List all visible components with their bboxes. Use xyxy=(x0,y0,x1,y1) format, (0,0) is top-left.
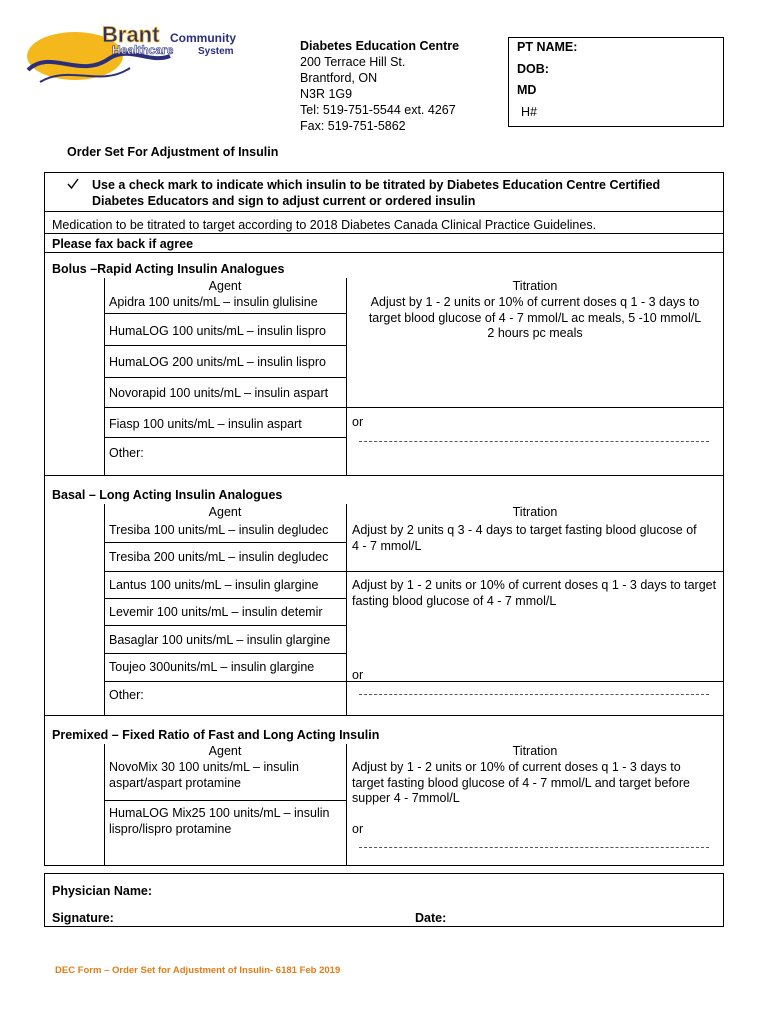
centre-tel: Tel: 519-751-5544 ext. 4267 xyxy=(300,103,456,117)
premixed-or-line[interactable] xyxy=(359,847,709,848)
premixed-heading: Premixed – Fixed Ratio of Fast and Long Acting Insulin xyxy=(52,728,380,742)
hnum-label: H# xyxy=(521,105,537,119)
bolus-agent-4: Novorapid 100 units/mL – insulin aspart xyxy=(109,386,329,400)
dob-label: DOB: xyxy=(517,62,549,76)
date-label[interactable]: Date: xyxy=(415,911,447,925)
bolus-agent-2: HumaLOG 100 units/mL – insulin lispro xyxy=(109,324,326,338)
signature-label[interactable]: Signature: xyxy=(52,911,114,925)
instruction-line1: Use a check mark to indicate which insulin to be titrated by Diabetes Education Centre Certified xyxy=(92,178,661,192)
premixed-agent-2-line1: HumaLOG Mix25 100 units/mL – insulin xyxy=(109,806,330,820)
pt-name-label: PT NAME: xyxy=(517,40,578,54)
premixed-or: or xyxy=(352,822,364,836)
premixed-agent-1-line1: NovoMix 30 100 units/mL – insulin xyxy=(109,760,299,774)
basal-other-line1: Adjust by 1 - 2 units or 10% of current doses q 1 - 3 days to target xyxy=(352,578,717,592)
bolus-titration-header: Titration xyxy=(512,279,558,293)
basal-agent-5: Basaglar 100 units/mL – insulin glargine xyxy=(109,633,331,647)
bolus-agent-header: Agent xyxy=(208,279,242,293)
basal-tresiba-line1: Adjust by 2 units q 3 - 4 days to target fasting blood glucose of xyxy=(352,523,697,537)
patient-box xyxy=(508,37,724,127)
medication-note: Medication to be titrated to target according to 2018 Diabetes Canada Clinical Practice Guidelines. xyxy=(52,218,597,232)
premixed-agent-header: Agent xyxy=(208,744,242,758)
bolus-titration-line2: target blood glucose of 4 - 7 mmol/L ac meals, 5 -10 mmol/L xyxy=(368,310,702,325)
premixed-agent-2-line2: lispro/lispro protamine xyxy=(109,821,232,836)
basal-agent-6: Toujeo 300units/mL – insulin glargine xyxy=(109,660,315,674)
basal-agent-3: Lantus 100 units/mL – insulin glargine xyxy=(109,578,319,592)
basal-other: Other: xyxy=(109,688,144,702)
basal-heading: Basal – Long Acting Insulin Analogues xyxy=(52,488,283,502)
centre-address xyxy=(300,38,459,134)
bolus-agent-1: Apidra 100 units/mL – insulin glulisine xyxy=(109,295,318,309)
logo-healthcare: Healthcare xyxy=(112,43,174,57)
basal-other-line2: fasting blood glucose of 4 - 7 mmol/L xyxy=(352,593,557,608)
basal-titration-header: Titration xyxy=(512,505,558,519)
premixed-agent-1 xyxy=(109,760,299,791)
fax-back: Please fax back if agree xyxy=(52,237,194,251)
footer-form-id: DEC Form – Order Set for Adjustment of Insulin- 6181 Feb 2019 xyxy=(55,965,341,976)
basal-agent-header: Agent xyxy=(208,505,242,519)
premixed-titration-line3: supper 4 - 7mmol/L xyxy=(352,791,460,805)
bolus-agent-3: HumaLOG 200 units/mL – insulin lispro xyxy=(109,355,326,369)
instruction-line2: Diabetes Educators and sign to adjust current or ordered insulin xyxy=(92,194,476,208)
premixed-titration xyxy=(347,760,728,807)
basal-titration-other xyxy=(347,578,728,609)
basal-titration-tresiba xyxy=(347,523,728,554)
signoff-box xyxy=(44,873,724,927)
logo-system: System xyxy=(198,46,234,57)
premixed-agent-2 xyxy=(109,806,329,837)
logo-brant: Brant xyxy=(102,22,160,47)
bolus-heading: Bolus –Rapid Acting Insulin Analogues xyxy=(52,262,285,276)
page-title: Order Set For Adjustment of Insulin xyxy=(67,145,279,159)
centre-address2: Brantford, ON xyxy=(300,71,378,85)
premixed-agent-1-line2: aspart/aspart protamine xyxy=(109,775,242,790)
bolus-agent-5: Fiasp 100 units/mL – insulin aspart xyxy=(109,417,302,431)
premixed-table xyxy=(44,716,724,866)
basal-or-line[interactable] xyxy=(359,694,709,695)
basal-or: or xyxy=(352,668,364,682)
bolus-or-line[interactable] xyxy=(359,441,709,442)
brant-logo xyxy=(20,18,270,90)
basal-agent-1: Tresiba 100 units/mL – insulin degludec xyxy=(109,523,329,537)
premixed-titration-line2: target fasting blood glucose of 4 - 7 mmol/L and target before xyxy=(352,775,690,790)
centre-name: Diabetes Education Centre xyxy=(300,39,460,53)
checkmark-icon xyxy=(67,178,79,190)
physician-name-label[interactable]: Physician Name: xyxy=(52,884,153,898)
basal-tresiba-line2: 4 - 7 mmol/L xyxy=(352,538,422,553)
bolus-titration-line3: 2 hours pc meals xyxy=(487,326,583,340)
bolus-titration-line1: Adjust by 1 - 2 units or 10% of current doses q 1 - 3 days to xyxy=(370,295,700,309)
centre-postal: N3R 1G9 xyxy=(300,87,353,101)
bolus-titration xyxy=(347,295,723,342)
bolus-or: or xyxy=(352,415,364,429)
bolus-other: Other: xyxy=(109,446,144,460)
order-table xyxy=(44,172,724,716)
logo-community: Community xyxy=(170,31,236,45)
centre-fax: Fax: 519-751-5862 xyxy=(300,119,406,133)
premixed-titration-header: Titration xyxy=(512,744,558,758)
premixed-titration-line1: Adjust by 1 - 2 units or 10% of current doses q 1 - 3 days to xyxy=(352,760,681,774)
basal-agent-2: Tresiba 200 units/mL – insulin degludec xyxy=(109,550,329,564)
centre-address1: 200 Terrace Hill St. xyxy=(300,55,406,69)
md-label: MD xyxy=(517,83,537,97)
basal-agent-4: Levemir 100 units/mL – insulin detemir xyxy=(109,605,323,619)
